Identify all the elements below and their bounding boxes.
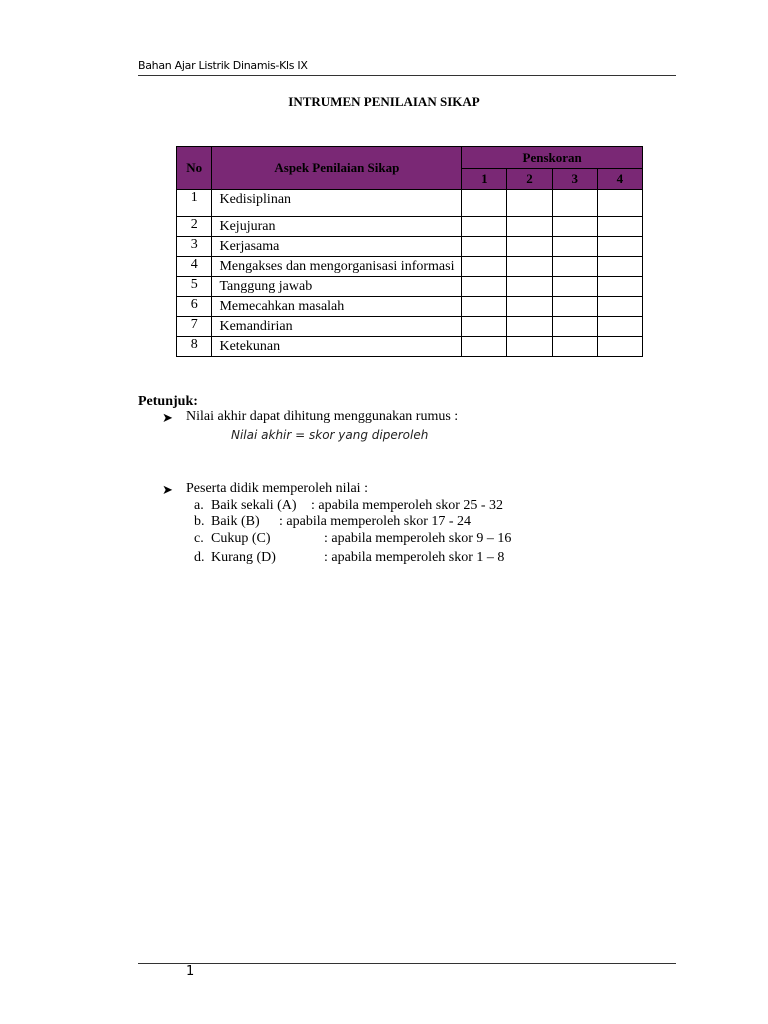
score-cell: [552, 237, 597, 257]
instruction-2: Peserta didik memperoleh nilai :: [186, 481, 368, 496]
grade-name: Baik sekali (A): [211, 498, 297, 513]
header-score-4: 4: [597, 169, 642, 190]
score-cell: [507, 337, 552, 357]
score-cell: [507, 317, 552, 337]
row-number: 3: [177, 237, 212, 257]
page-number: 1: [186, 964, 195, 979]
score-cell: [552, 190, 597, 217]
row-aspek: Tanggung jawab: [212, 277, 462, 297]
score-cell: [552, 317, 597, 337]
arrow-bullet-icon: ➤: [162, 410, 173, 425]
grade-name: Cukup (C): [211, 531, 271, 546]
grade-desc: : apabila memperoleh skor 17 - 24: [279, 514, 472, 529]
score-cell: [597, 337, 642, 357]
score-cell: [462, 317, 507, 337]
score-cell: [597, 217, 642, 237]
score-cell: [597, 297, 642, 317]
score-cell: [552, 257, 597, 277]
instruction-1: Nilai akhir dapat dihitung menggunakan rumus :: [186, 409, 459, 424]
header-score-2: 2: [507, 169, 552, 190]
score-cell: [597, 237, 642, 257]
score-cell: [462, 190, 507, 217]
score-cell: [552, 277, 597, 297]
header-score-1: 1: [462, 169, 507, 190]
grade-name: Baik (B): [211, 514, 260, 529]
row-number: 5: [177, 277, 212, 297]
row-aspek: Kerjasama: [212, 237, 462, 257]
running-header: Bahan Ajar Listrik Dinamis-Kls IX: [138, 59, 308, 72]
row-aspek: Kemandirian: [212, 317, 462, 337]
formula: Nilai akhir = skor yang diperoleh: [231, 428, 429, 442]
row-aspek: Ketekunan: [212, 337, 462, 357]
table-row: [177, 257, 643, 277]
score-cell: [507, 237, 552, 257]
table-row: [177, 277, 643, 297]
score-cell: [462, 257, 507, 277]
score-cell: [462, 337, 507, 357]
header-penskoran: Penskoran: [462, 147, 643, 169]
grade-desc: : apabila memperoleh skor 9 – 16: [324, 531, 512, 546]
table-row: [177, 217, 643, 237]
row-aspek: Mengakses dan mengorganisasi informasi: [212, 257, 462, 277]
table-row: [177, 337, 643, 357]
header-no: No: [177, 147, 212, 190]
grade-letter: c.: [194, 531, 204, 546]
score-cell: [552, 337, 597, 357]
score-cell: [462, 237, 507, 257]
grade-letter: b.: [194, 514, 205, 529]
header-divider: [138, 75, 676, 76]
header-aspek: Aspek Penilaian Sikap: [212, 147, 462, 190]
row-aspek: Kejujuran: [212, 217, 462, 237]
score-cell: [507, 217, 552, 237]
arrow-bullet-icon: ➤: [162, 482, 173, 497]
table-row: [177, 237, 643, 257]
petunjuk-label: Petunjuk:: [138, 394, 198, 409]
page-title: INTRUMEN PENILAIAN SIKAP: [288, 94, 480, 109]
row-number: 7: [177, 317, 212, 337]
table-row: [177, 297, 643, 317]
row-number: 4: [177, 257, 212, 277]
score-cell: [507, 257, 552, 277]
grade-name: Kurang (D): [211, 550, 276, 565]
header-score-3: 3: [552, 169, 597, 190]
table-row: [177, 190, 643, 217]
assessment-table: [176, 146, 643, 357]
score-cell: [462, 217, 507, 237]
score-cell: [507, 277, 552, 297]
grade-letter: d.: [194, 550, 205, 565]
score-cell: [597, 277, 642, 297]
row-number: 6: [177, 297, 212, 317]
score-cell: [462, 277, 507, 297]
score-cell: [462, 297, 507, 317]
footer-divider: [138, 963, 676, 964]
score-cell: [597, 257, 642, 277]
row-number: 8: [177, 337, 212, 357]
grade-desc: : apabila memperoleh skor 1 – 8: [324, 550, 505, 565]
row-aspek: Memecahkan masalah: [212, 297, 462, 317]
score-cell: [597, 190, 642, 217]
grade-desc: : apabila memperoleh skor 25 - 32: [311, 498, 504, 513]
score-cell: [552, 297, 597, 317]
table-row: [177, 317, 643, 337]
row-aspek: Kedisiplinan: [212, 190, 462, 217]
score-cell: [507, 190, 552, 217]
row-number: 2: [177, 217, 212, 237]
score-cell: [552, 217, 597, 237]
row-number: 1: [177, 190, 212, 217]
score-cell: [597, 317, 642, 337]
score-cell: [507, 297, 552, 317]
grade-letter: a.: [194, 498, 204, 513]
